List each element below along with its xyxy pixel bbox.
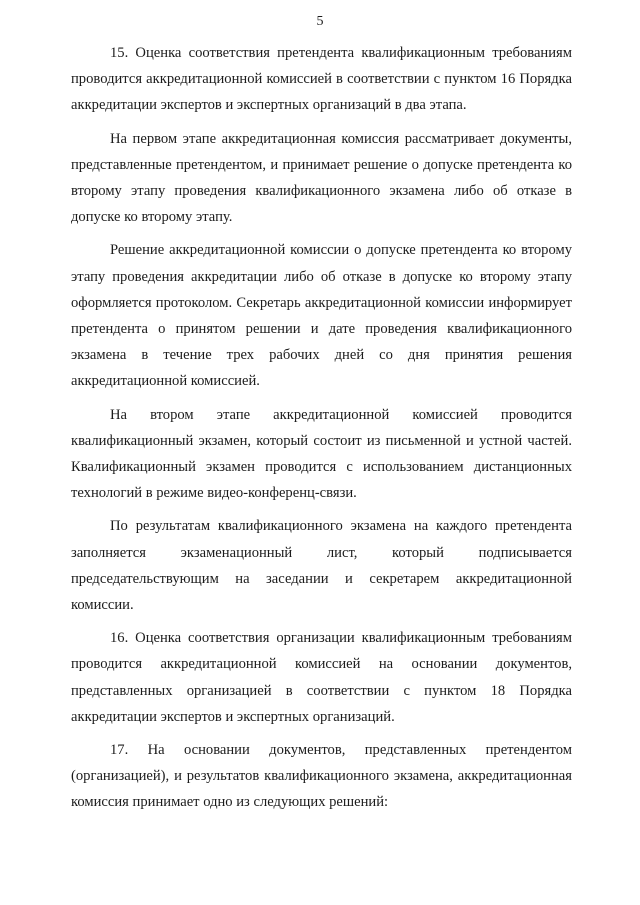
- page-number: 5: [316, 14, 324, 29]
- paragraph-item-15: 15. Оценка соответствия претендента квалификационным требованиям проводится аккредитационной комиссией в соответствии с пунктом 16 Порядка аккредитации экспертов и экспертных организаций в два этапа.: [71, 45, 572, 114]
- paragraph-decision-protocol: Решение аккредитационной комиссии о допуске претендента ко второму этапу проведения аккредитации либо об отказе в допуске ко второму этапу оформляется протоколом. Секретарь аккредитационной комиссии информирует претендента о принятом решении и дате проведения квалификационного экзамена в течение трех рабочих дней со дня принятия решения аккредитационной комиссией.: [71, 242, 572, 390]
- paragraph-item-17: 17. На основании документов, представленных претендентом (организацией), и результатов квалификационного экзамена, аккредитационная комиссия принимает одно из следующих решений:: [71, 742, 572, 811]
- paragraph-item-16: 16. Оценка соответствия организации квалификационным требованиям проводится аккредитационной комиссией на основании документов, представленных организацией в соответствии с пунктом 18 Порядка аккредитации экспертов и экспертных организаций.: [71, 630, 572, 725]
- document-body: [71, 40, 572, 823]
- paragraph-second-stage: На втором этапе аккредитационной комиссией проводится квалификационный экзамен, который состоит из письменной и устной частей. Квалификационный экзамен проводится с использованием дистанционных технологий в режиме видео-конференц-связи.: [71, 406, 572, 502]
- paragraph-exam-sheet: По результатам квалификационного экзамена на каждого претендента заполняется экзаменационный лист, который подписывается председательствующим на заседании и секретарем аккредитационной комиссии.: [71, 518, 572, 614]
- paragraph-first-stage: На первом этапе аккредитационная комиссия рассматривает документы, представленные претендентом, и принимает решение о допуске претендента ко второму этапу проведения квалификационного экзамена либо об отказе в допуске ко второму этапу.: [71, 130, 572, 226]
